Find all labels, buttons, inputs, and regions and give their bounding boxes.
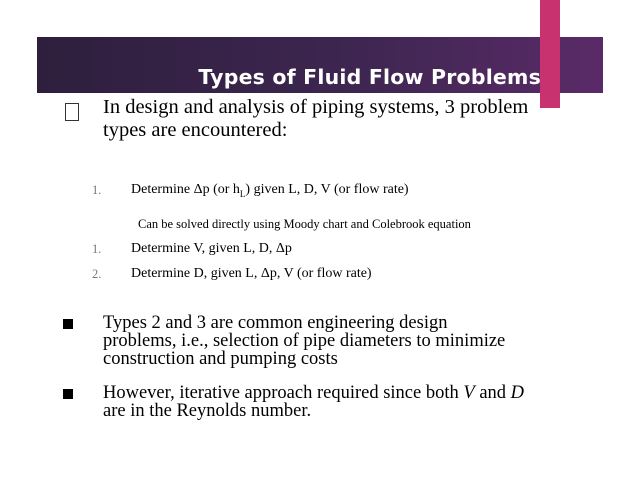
missing-glyph-bullet-icon [65,103,79,121]
intro-text: In design and analysis of piping systems, 3 problem types are encountered: [103,96,529,141]
bullet-paragraph: Types 2 and 3 are common engineering design problems, i.e., selection of pipe diameters to minimize construction and pumping costs [103,313,506,369]
slide-title: Types of Fluid Flow Problems [198,65,541,89]
list-number: 2. [92,267,102,281]
list-text: Determine Δp (or $h_L$) given L, D, V (or flow rate) [131,182,409,199]
list-number: 1. [92,242,102,256]
list-text: Determine V, given L, D, Δp [131,241,292,256]
list-number: 1. [92,183,102,197]
bullet-paragraph: However, iterative approach required since both V and D are in the Reynolds number. [103,383,525,421]
list-text: Determine D, given L, Δp, V (or flow rate) [131,266,372,281]
square-bullet-icon [63,389,73,399]
note-text: Can be solved directly using Moody chart and Colebrook equation [138,217,471,231]
square-bullet-icon [63,319,73,329]
accent-bar [540,0,560,108]
